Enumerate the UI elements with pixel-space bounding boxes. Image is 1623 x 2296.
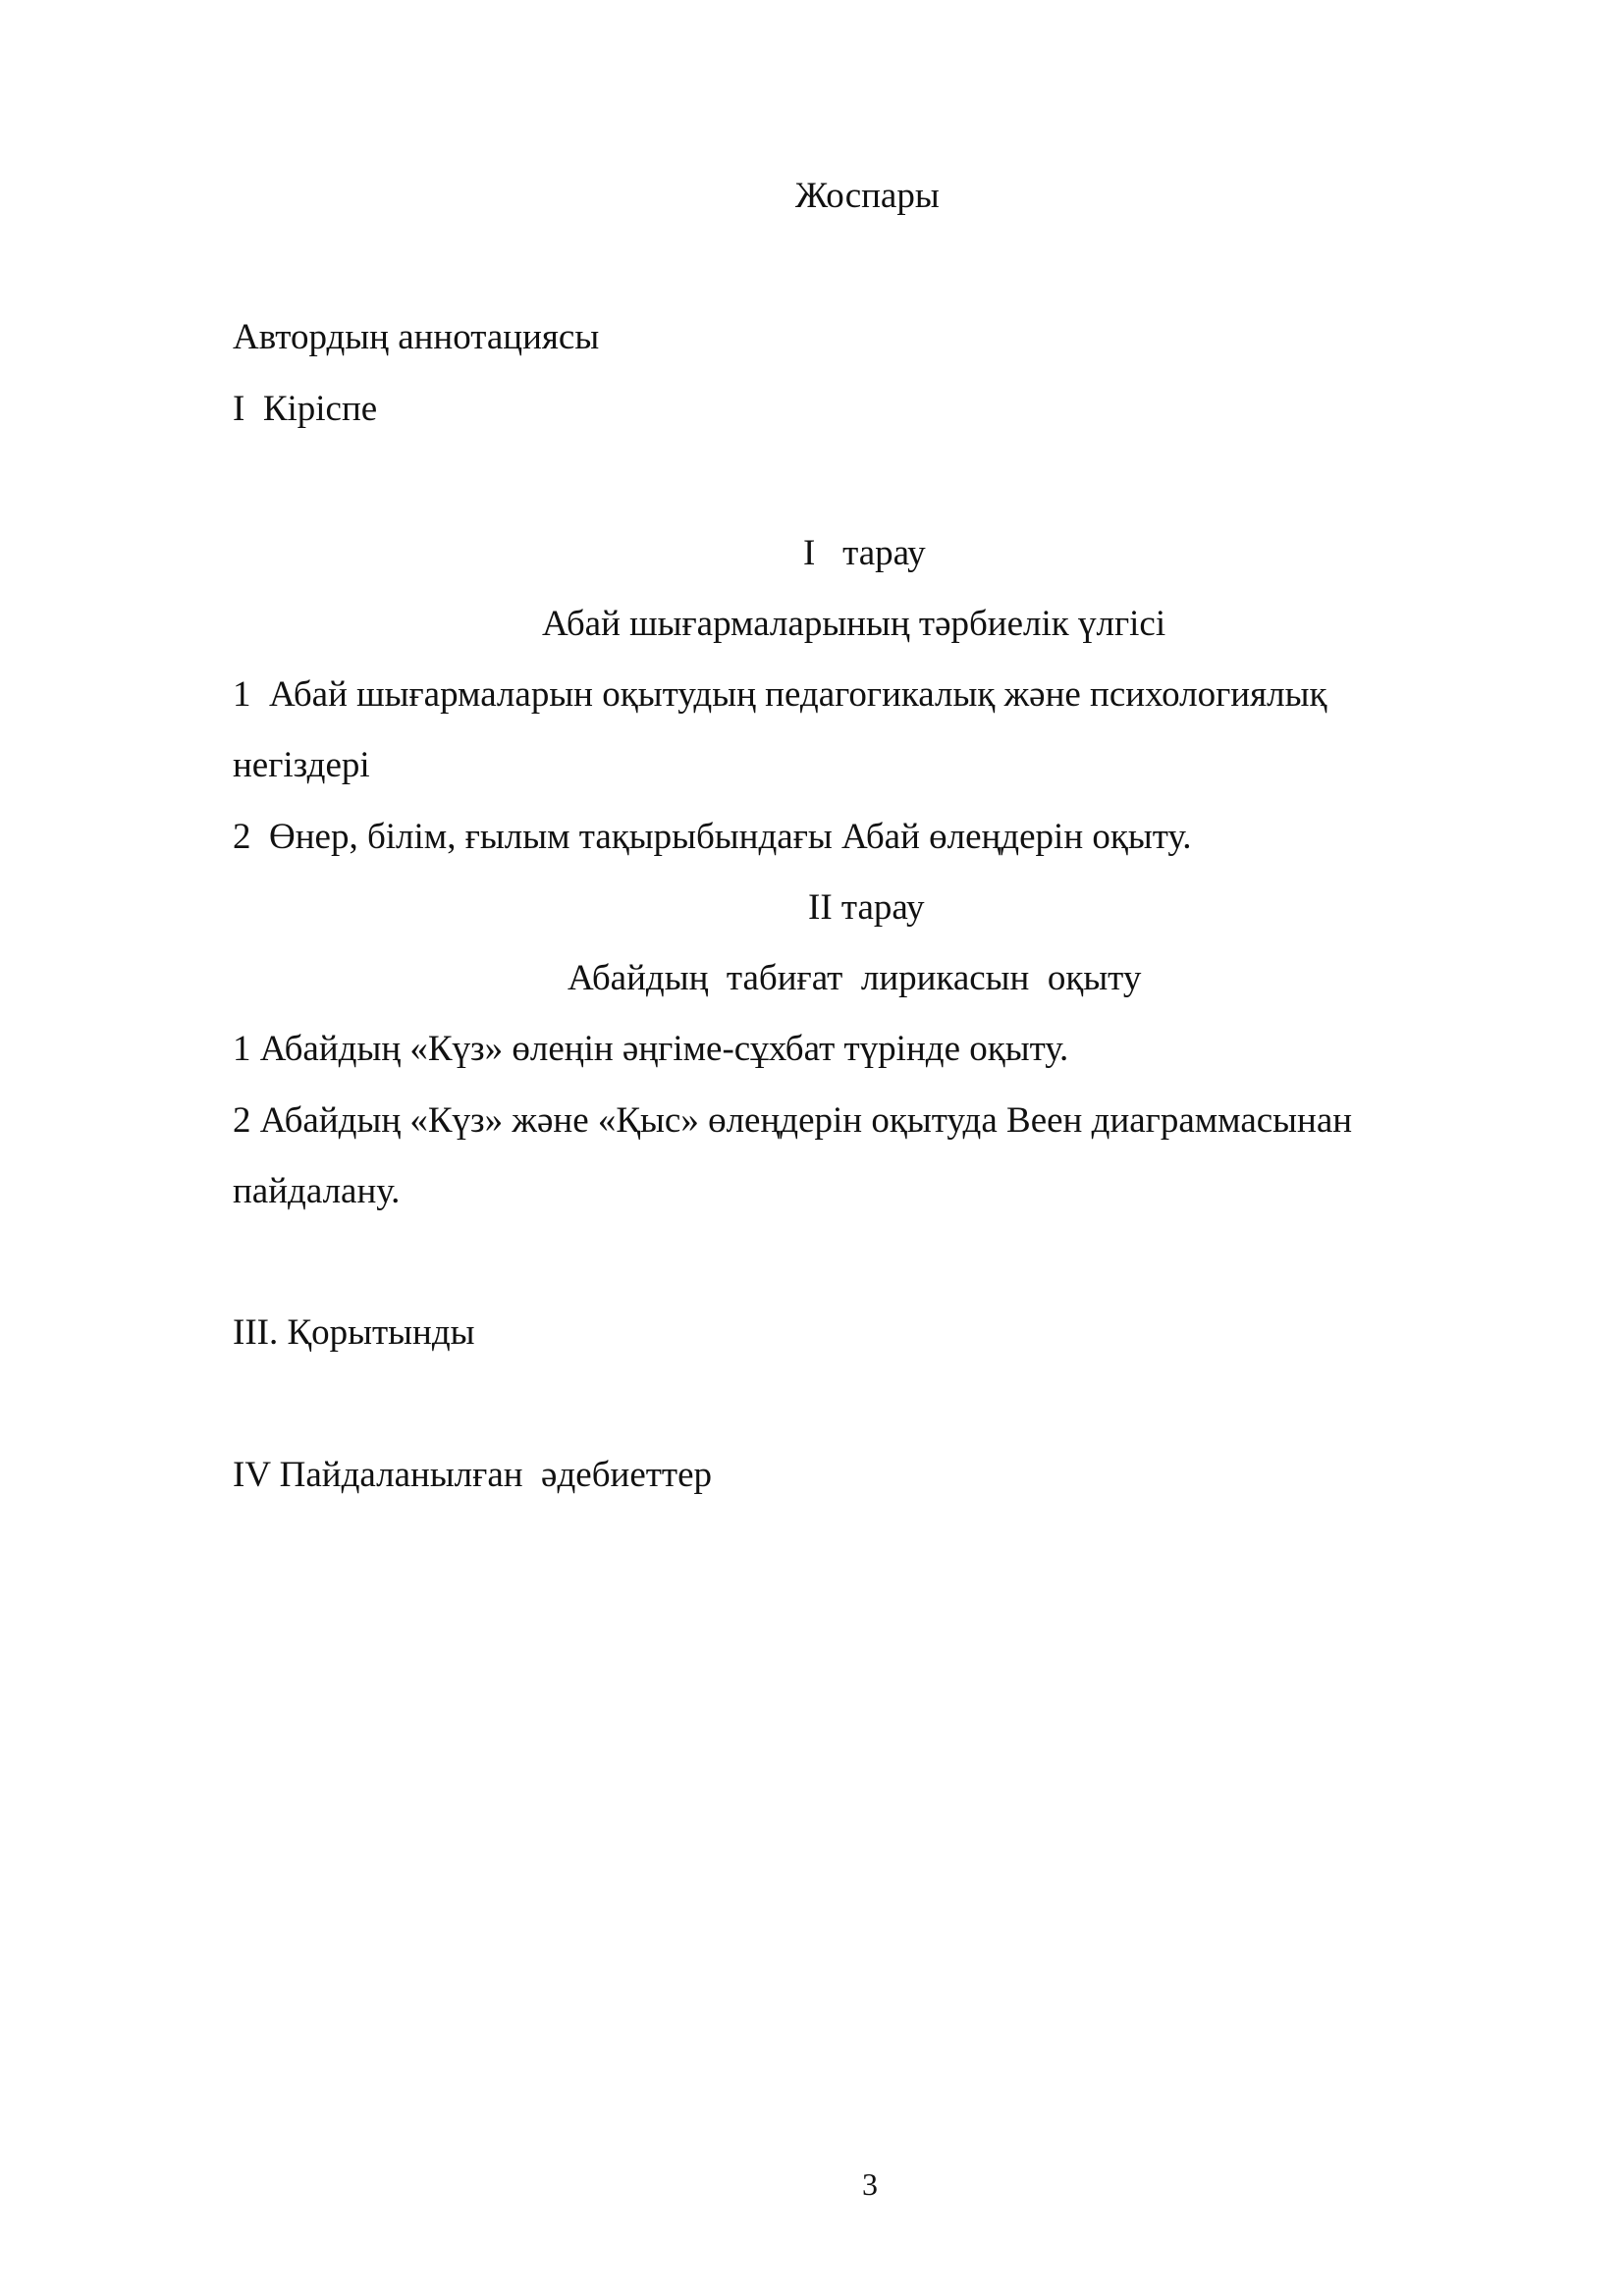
toc-item-references: IV Пайдаланылған әдебиеттер — [233, 1455, 713, 1495]
toc-item-intro: I Кіріспе — [233, 389, 378, 429]
page-number: 3 — [862, 2166, 878, 2202]
chapter2-title: Абайдың табиғат лирикасын оқыту — [568, 958, 1142, 998]
chapter2-label: II тарау — [808, 887, 925, 928]
chapter1-item1-line2: негіздері — [233, 745, 370, 785]
chapter2-item2-line1: 2 Абайдың «Күз» және «Қыс» өлеңдерін оқытуда Веен диаграммасынан — [233, 1100, 1353, 1141]
toc-item-annotation: Автордың аннотациясы — [233, 317, 600, 357]
chapter1-item2: 2 Өнер, білім, ғылым тақырыбындағы Абай өлеңдерін оқыту. — [233, 817, 1192, 857]
chapter1-label: I тарау — [803, 533, 926, 573]
chapter1-title: Абай шығармаларының тәрбиелік үлгісі — [542, 604, 1166, 644]
chapter2-item1: 1 Абайдың «Күз» өлеңін әңгіме-сұхбат түрінде оқыту. — [233, 1029, 1069, 1069]
chapter2-item2-line2: пайдалану. — [233, 1171, 401, 1211]
chapter1-item1-line1: 1 Абай шығармаларын оқытудың педагогикалық және психологиялық — [233, 674, 1327, 715]
page-title: Жоспары — [795, 176, 940, 216]
toc-item-conclusion: III. Қорытынды — [233, 1312, 475, 1353]
